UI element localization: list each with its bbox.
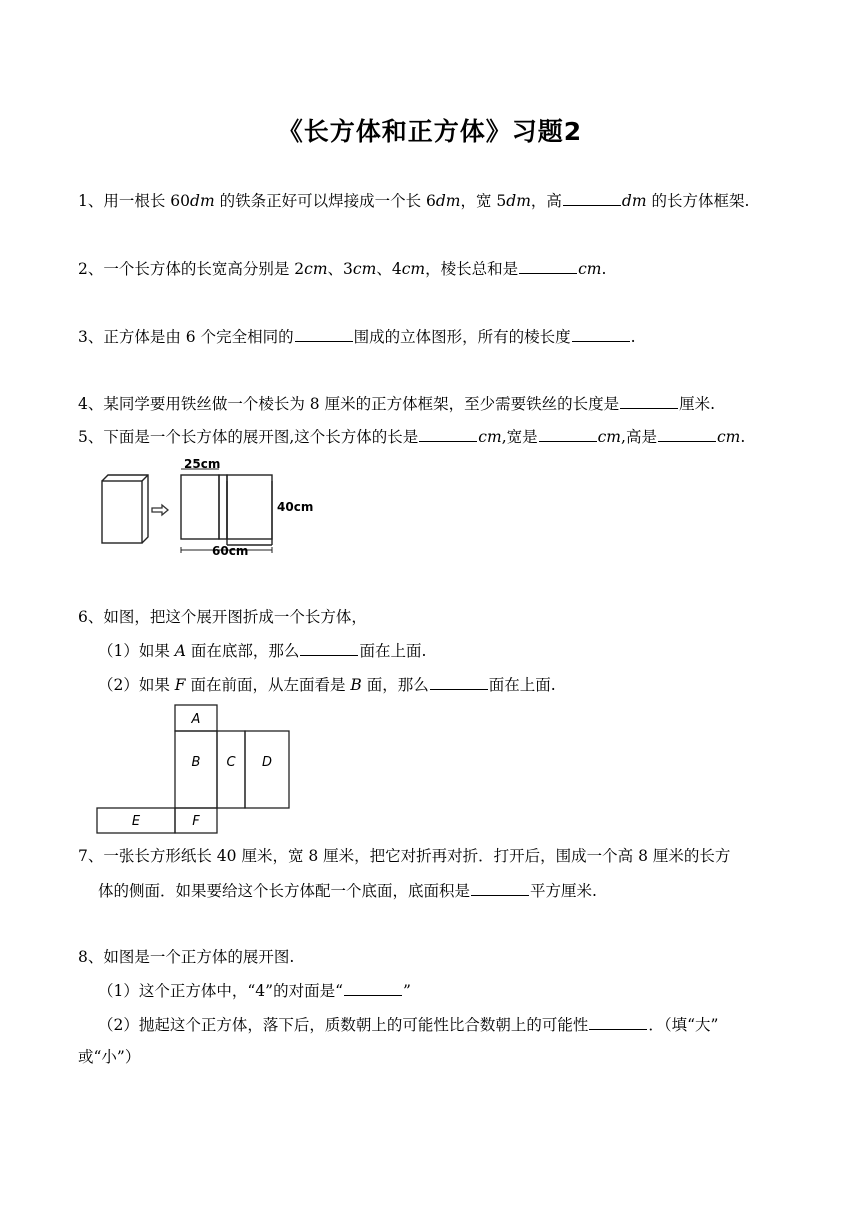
q6-p2-text-a: （2）如果: [98, 676, 175, 694]
q6-p1-var-a: A: [174, 642, 186, 660]
q5-answer-blank-2[interactable]: [539, 426, 597, 442]
cuboid-drawing: [102, 475, 148, 543]
q2-unit-1: cm: [304, 260, 328, 278]
q1-unit-3: dm: [506, 192, 531, 210]
q8-p1-text-a: （1）这个正方体中，“4”的对面是“: [98, 982, 343, 1000]
q6-p1-text-a: （1）如果: [98, 642, 175, 660]
q5-text-a: 5、下面是一个长方体的展开图,这个长方体的长是: [78, 428, 419, 446]
arrow-right-icon: [152, 505, 168, 515]
question-3: [78, 326, 636, 348]
q6-p2-var-f: F: [174, 676, 186, 694]
q2-text-e: .: [601, 260, 607, 278]
q6-p2-answer-blank[interactable]: [430, 674, 488, 690]
q8-p2-text-c: 或“小”）: [78, 1048, 141, 1066]
q1-unit-2: dm: [435, 192, 461, 210]
q7-text-a: 体的侧面．如果要给这个长方体配一个底面，底面积是: [98, 882, 471, 900]
face-e-label: E: [131, 814, 141, 829]
label-40cm: 40cm: [277, 500, 314, 514]
q5-answer-blank-3[interactable]: [658, 426, 716, 442]
q7-line-1: 7、一张长方形纸长 40 厘米，宽 8 厘米，把它对折再对折．打开后，围成一个高 8 厘米的长方: [78, 847, 731, 865]
q8-p1-text-b: ”: [403, 982, 411, 1000]
q6-p1-answer-blank[interactable]: [300, 640, 358, 656]
face-a-label: A: [191, 712, 201, 727]
q4-text-a: 4、某同学要用铁丝做一个棱长为 8 厘米的正方体框架，至少需要铁丝的长度是: [78, 395, 620, 413]
q8-intro: 8、如图是一个正方体的展开图.: [78, 948, 295, 966]
q1-text-e: 的长方体框架.: [646, 192, 750, 210]
q1-unit-4: dm: [621, 192, 647, 210]
q5-answer-blank-1[interactable]: [419, 426, 477, 442]
q2-unit-2: cm: [352, 260, 377, 278]
q7-text-b: 平方厘米.: [530, 882, 597, 900]
q2-text-a: 2、一个长方体的长宽高分别是 2: [78, 260, 305, 278]
page-title: 《长方体和正方体》习题2: [277, 117, 583, 146]
q1-text-c: ，宽 5: [460, 192, 507, 210]
q3-text-a: 3、正方体是由 6 个完全相同的: [78, 328, 294, 346]
face-b-label: B: [191, 755, 201, 770]
question-8-part-2-cont: [78, 1046, 140, 1068]
q5-unit-2: cm: [597, 428, 622, 446]
q6-p2-text-b: 面在前面，从左面看是: [185, 676, 351, 694]
q1-unit-1: dm: [190, 192, 215, 210]
q2-text-c: 、4: [376, 260, 402, 278]
q5-unit-3: cm: [716, 428, 741, 446]
q5-text-c: ,高是: [621, 428, 657, 446]
q5-text-d: .: [740, 428, 746, 446]
q1-text-a: 1、用一根长 60: [78, 192, 191, 210]
q3-text-b: 围成的立体图形，所有的棱长度: [353, 328, 571, 346]
question-7-line-2: [98, 880, 597, 902]
q2-unit-4: cm: [578, 260, 602, 278]
q1-text-b: 的铁条正好可以焊接成一个长 6: [214, 192, 436, 210]
q3-text-c: .: [630, 328, 636, 346]
net-drawing: [181, 475, 272, 545]
q6-p1-text-c: 面在上面.: [359, 642, 427, 660]
question-5: [78, 426, 745, 448]
q1-text-d: ，高: [530, 192, 562, 210]
question-6-part-1: [98, 640, 426, 662]
q1-answer-blank[interactable]: [563, 190, 621, 206]
q8-p2-text-a: （2）抛起这个正方体，落下后，质数朝上的可能性比合数朝上的可能性: [98, 1016, 589, 1034]
q5-net-figure: [96, 455, 326, 563]
question-6: [78, 606, 367, 628]
q8-p2-answer-blank[interactable]: [589, 1014, 647, 1030]
q5-unit-1: cm: [478, 428, 502, 446]
q6-p2-text-c: 面，那么: [361, 676, 429, 694]
question-8: [78, 946, 294, 968]
q7-answer-blank[interactable]: [471, 880, 529, 896]
face-f-label: F: [192, 814, 200, 829]
question-1: [78, 190, 749, 212]
question-2: [78, 258, 606, 280]
q3-answer-blank-2[interactable]: [572, 326, 630, 342]
q8-p1-answer-blank[interactable]: [344, 980, 402, 996]
q4-answer-blank[interactable]: [620, 393, 678, 409]
question-4: [78, 393, 715, 415]
face-d-label: D: [261, 755, 273, 770]
q6-p1-text-b: 面在底部，那么: [186, 642, 300, 660]
q8-p2-text-b: ．（填“大”: [648, 1016, 719, 1034]
q3-answer-blank-1[interactable]: [295, 326, 353, 342]
q6-net-figure: [96, 704, 292, 834]
q6-intro: 6、如图，把这个展开图折成一个长方体，: [78, 608, 367, 626]
question-7-line-1: [78, 845, 730, 867]
q4-text-b: 厘米.: [679, 395, 716, 413]
label-25cm: 25cm: [184, 457, 221, 471]
q2-text-b: 、3: [327, 260, 353, 278]
q2-text-d: ，棱长总和是: [425, 260, 519, 278]
q6-p2-text-d: 面在上面.: [488, 676, 556, 694]
label-60cm: 60cm: [212, 544, 249, 558]
q5-text-b: ,宽是: [501, 428, 538, 446]
q2-answer-blank[interactable]: [519, 258, 577, 274]
q2-unit-3: cm: [401, 260, 426, 278]
question-8-part-2: [98, 1014, 718, 1036]
q6-p2-var-b: B: [350, 676, 362, 694]
face-c-label: C: [226, 755, 236, 770]
question-6-part-2: [98, 674, 556, 696]
question-8-part-1: [98, 980, 411, 1002]
